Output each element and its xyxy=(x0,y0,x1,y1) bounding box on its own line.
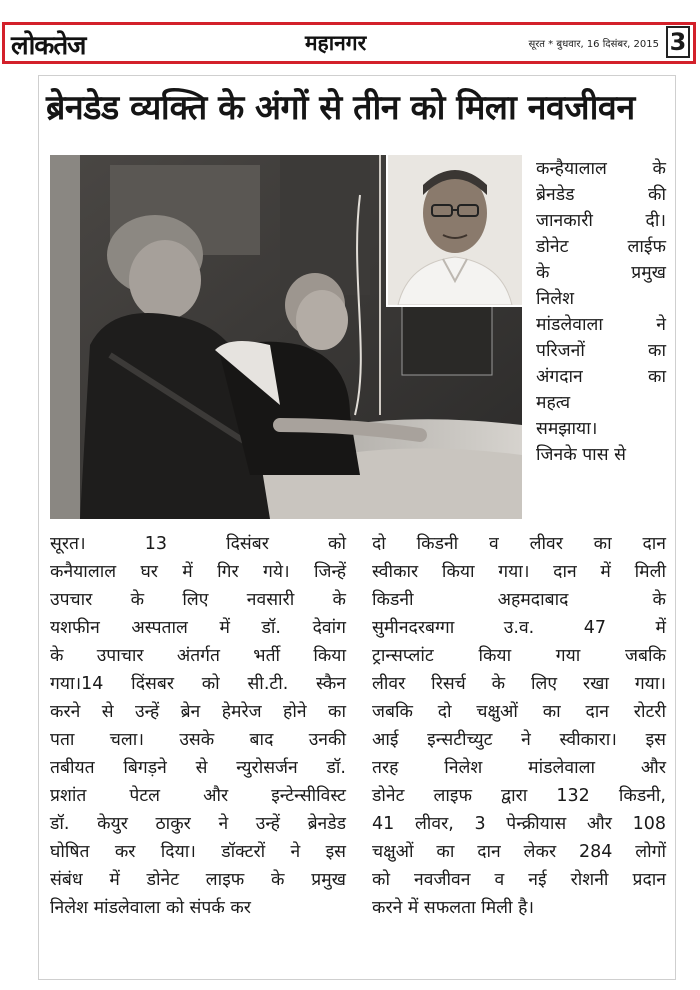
body-text-line: संबंध में डोनेट लाइफ के प्रमुख xyxy=(50,870,346,890)
body-text-line: घोषित कर दिया। डॉक्टरों ने इस xyxy=(50,842,346,862)
body-text-line: सूरत। 13 दिसंबर को xyxy=(50,534,346,554)
side-column-line: मांडलेवाला ने xyxy=(536,315,666,335)
body-text-line: पता चला। उसके बाद उनकी xyxy=(50,730,346,750)
body-text-line: डॉ. केयुर ठाकुर ने उन्हें ब्रेनडेड xyxy=(50,814,346,834)
body-text-line: ट्रान्सप्लांट किया गया जबकि xyxy=(372,646,666,666)
body-column-1 xyxy=(50,530,346,922)
section-title: महानगर xyxy=(305,31,367,55)
side-column-line: कन्हैयालाल के xyxy=(536,159,666,179)
body-text-line: स्वीकार किया गया। दान में मिली xyxy=(372,562,666,582)
body-text-line: जबकि दो चक्षुओं का दान रोटरी xyxy=(372,702,666,722)
side-column-line: जानकारी दी। xyxy=(536,211,666,231)
body-text-line: को नवजीवन व नई रोशनी प्रदान xyxy=(372,870,666,890)
body-text-line: करने में सफलता मिली है। xyxy=(372,898,535,918)
side-column-line: समझाया। xyxy=(536,419,598,439)
body-text-line: आई इन्सटीच्युट ने स्वीकारा। इस xyxy=(372,730,666,750)
side-column-line: परिजनों का xyxy=(536,341,666,361)
body-text-line: यशफीन अस्पताल में डॉ. देवांग xyxy=(50,618,346,638)
side-column-line: ब्रेनडेड की xyxy=(536,185,666,205)
body-text-line: किडनी अहमदाबाद के xyxy=(372,590,666,610)
body-text-line: करने से उन्हें ब्रेन हेमरेज होने का xyxy=(50,702,346,722)
portrait-photo xyxy=(386,155,522,307)
body-text-line: दो किडनी व लीवर का दान xyxy=(372,534,666,554)
side-column-line: अंगदान का xyxy=(536,367,666,387)
body-text-line: चक्षुओं का दान लेकर 284 लोगों xyxy=(372,842,666,862)
body-text-line: तरह निलेश मांडलेवाला और xyxy=(372,758,666,778)
body-text-line: तबीयत बिगड़ने से न्युरोसर्जन डॉ. xyxy=(50,758,346,778)
side-column-text xyxy=(536,156,666,468)
body-column-2 xyxy=(372,530,666,922)
side-column-line: के प्रमुख xyxy=(536,263,666,283)
dateline: सूरत * बुधवार, 16 दिसंबर, 2015 xyxy=(528,39,659,50)
body-text-line: लीवर रिसर्च के लिए रखा गया। xyxy=(372,674,666,694)
body-text-line: उपचार के लिए नवसारी के xyxy=(50,590,346,610)
side-column-line: निलेश xyxy=(536,289,575,309)
body-text-line: गया।14 दिंसबर को सी.टी. स्कैन xyxy=(50,674,346,694)
body-text-line: डोनेट लाइफ द्वारा 132 किडनी, xyxy=(372,786,666,806)
side-column-line: महत्व xyxy=(536,393,571,413)
article-headline: ब्रेनडेड व्यक्ति के अंगों से तीन को मिला नवजीवन xyxy=(46,88,635,128)
body-text-line: सुमीनदरबग्गा उ.व. 47 में xyxy=(372,618,666,638)
page-number: 3 xyxy=(666,26,690,58)
body-text-line: कनैयालाल घर में गिर गये। जिन्हें xyxy=(50,562,346,582)
side-column-line: जिनके पास से xyxy=(536,445,626,465)
body-text-line: प्रशांत पेटल और इन्टेन्सीविस्ट xyxy=(50,786,346,806)
body-text-line: निलेश मांडलेवाला को संपर्क कर xyxy=(50,898,251,918)
body-text-line: के उपाचार अंतर्गत भर्ती किया xyxy=(50,646,346,666)
newspaper-logo: लोकतेज xyxy=(11,31,86,61)
masthead-bar xyxy=(2,22,696,64)
body-text-line: 41 लीवर, 3 पेन्क्रीयास और 108 xyxy=(372,814,666,834)
side-column-line: डोनेट लाईफ xyxy=(536,237,666,257)
